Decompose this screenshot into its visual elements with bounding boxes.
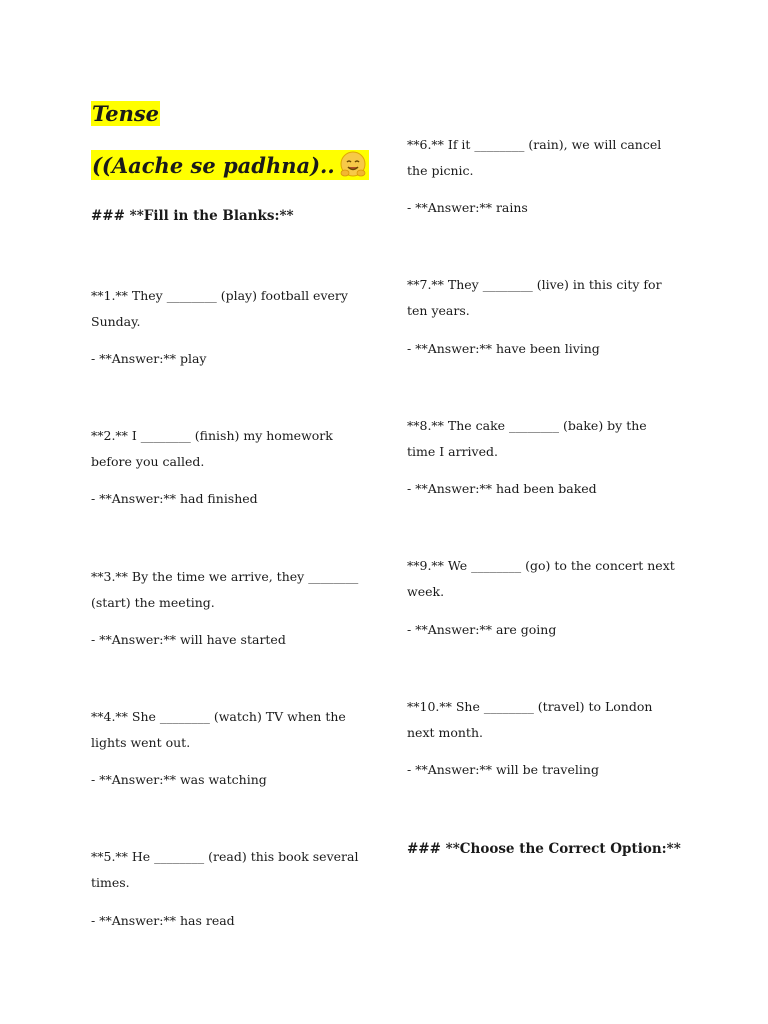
question-7: **7.** They ________ (live) in this city for ten years. bbox=[407, 277, 662, 318]
hugging-face-emoji-icon bbox=[338, 150, 368, 180]
question-8: **8.** The cake ________ (bake) by the time I arrived. bbox=[407, 418, 647, 459]
question-4: **4.** She ________ (watch) TV when the lights went out. bbox=[91, 709, 346, 750]
question-1: **1.** They ________ (play) football every Sunday. bbox=[91, 288, 348, 329]
question-6: **6.** If it ________ (rain), we will cancel the picnic. bbox=[407, 137, 662, 178]
question-5: **5.** He ________ (read) this book several times. bbox=[91, 849, 359, 890]
question-3: **3.** By the time we arrive, they ________ (start) the meeting. bbox=[91, 569, 359, 610]
answer-4: - **Answer:** was watching bbox=[91, 772, 267, 787]
answer-8: - **Answer:** had been baked bbox=[407, 481, 597, 496]
section-heading-choose-option: ### **Choose the Correct Option:** bbox=[407, 841, 681, 857]
answer-5: - **Answer:** has read bbox=[91, 913, 235, 928]
page-subtitle bbox=[91, 150, 369, 180]
answer-2: - **Answer:** had finished bbox=[91, 491, 258, 506]
answer-3: - **Answer:** will have started bbox=[91, 632, 286, 647]
subtitle-text: ((Aache se padhna).. bbox=[92, 152, 335, 178]
page-title: Tense bbox=[92, 101, 160, 126]
question-2: **2.** I ________ (finish) my homework before you called. bbox=[91, 428, 333, 469]
answer-7: - **Answer:** have been living bbox=[407, 341, 600, 356]
section-heading-fill-blanks: ### **Fill in the Blanks:** bbox=[91, 208, 294, 224]
answer-9: - **Answer:** are going bbox=[407, 622, 557, 637]
question-10: **10.** She ________ (travel) to London next month. bbox=[407, 699, 653, 740]
answer-10: - **Answer:** will be traveling bbox=[407, 762, 599, 777]
question-9: **9.** We ________ (go) to the concert next week. bbox=[407, 558, 675, 599]
answer-6: - **Answer:** rains bbox=[407, 200, 528, 215]
answer-1: - **Answer:** play bbox=[91, 351, 207, 366]
